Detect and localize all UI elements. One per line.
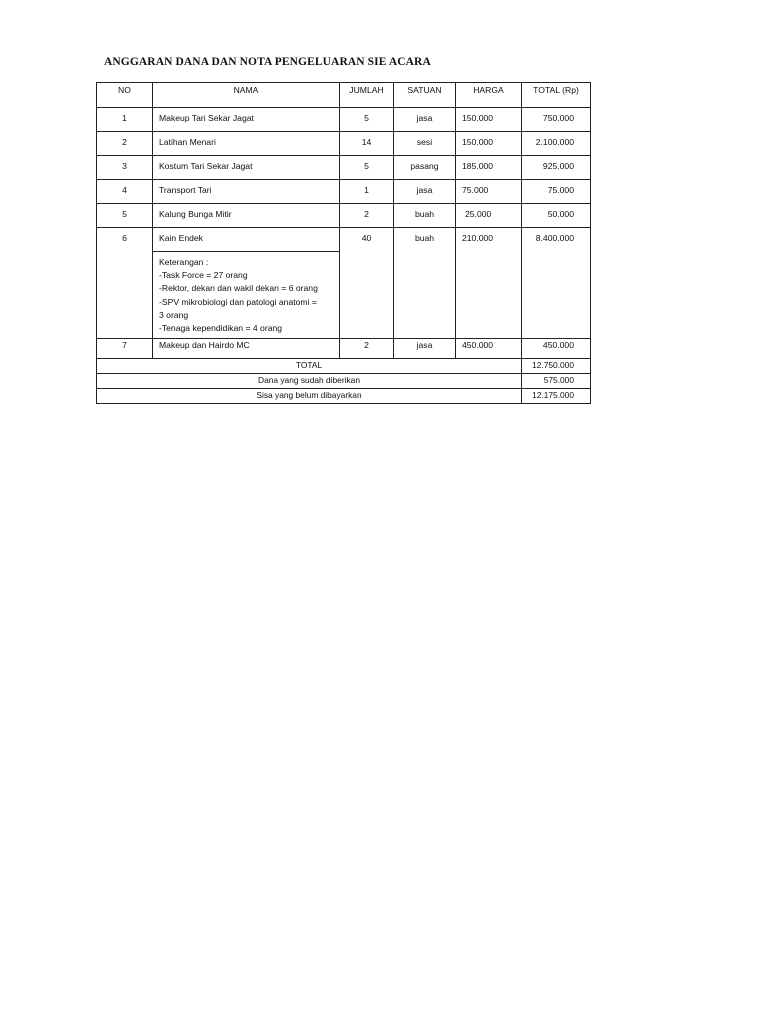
cell-no: 1	[97, 108, 153, 132]
cell-nama: Kostum Tari Sekar Jagat	[153, 156, 340, 180]
cell-jumlah: 40	[340, 228, 394, 339]
cell-no: 5	[97, 204, 153, 228]
budget-table	[96, 82, 591, 404]
table-header-row	[97, 83, 591, 108]
note-line: -SPV mikrobiologi dan patologi anatomi =	[159, 296, 317, 307]
cell-harga: 450.000	[456, 339, 522, 359]
header-harga: HARGA	[456, 83, 522, 108]
page-title: ANGGARAN DANA DAN NOTA PENGELUARAN SIE ACARA	[104, 56, 431, 68]
cell-satuan: pasang	[394, 156, 456, 180]
keterangan-note	[153, 252, 340, 339]
cell-nama: Makeup Tari Sekar Jagat	[153, 108, 340, 132]
cell-satuan: jasa	[394, 180, 456, 204]
table-row	[97, 204, 591, 228]
cell-jumlah: 2	[340, 339, 394, 359]
cell-total: 750.000	[522, 108, 591, 132]
cell-no: 6	[97, 228, 153, 339]
remaining-value: 12.175.000	[522, 389, 591, 404]
cell-jumlah: 1	[340, 180, 394, 204]
cell-total: 2.100.000	[522, 132, 591, 156]
note-line: -Rektor, dekan dan wakil dekan = 6 orang	[159, 283, 318, 294]
table-row	[97, 339, 591, 359]
cell-no: 2	[97, 132, 153, 156]
cell-harga: 185.000	[456, 156, 522, 180]
cell-harga: 210.000	[456, 228, 522, 339]
cell-satuan: buah	[394, 204, 456, 228]
cell-no: 3	[97, 156, 153, 180]
header-jumlah: JUMLAH	[340, 83, 394, 108]
cell-nama: Kain Endek	[153, 228, 340, 252]
cell-satuan: buah	[394, 228, 456, 339]
cell-jumlah: 2	[340, 204, 394, 228]
table-row	[97, 108, 591, 132]
note-line: -Tenaga kependidikan = 4 orang	[159, 323, 283, 334]
cell-nama: Makeup dan Hairdo MC	[153, 339, 340, 359]
remaining-label: Sisa yang belum dibayarkan	[97, 389, 522, 404]
cell-no: 4	[97, 180, 153, 204]
note-line: -Task Force = 27 orang	[159, 270, 248, 281]
header-no: NO	[97, 83, 153, 108]
cell-satuan: sesi	[394, 132, 456, 156]
cell-total: 8.400.000	[522, 228, 591, 339]
total-value: 12.750.000	[522, 359, 591, 374]
cell-total: 450.000	[522, 339, 591, 359]
cell-harga: 150.000	[456, 132, 522, 156]
note-line: 3 orang	[159, 309, 189, 320]
cell-nama: Latihan Menari	[153, 132, 340, 156]
cell-jumlah: 14	[340, 132, 394, 156]
given-value: 575.000	[522, 374, 591, 389]
cell-jumlah: 5	[340, 108, 394, 132]
given-row	[97, 374, 591, 389]
cell-total: 50.000	[522, 204, 591, 228]
cell-harga: 150.000	[456, 108, 522, 132]
note-label: Keterangan :	[159, 257, 209, 267]
cell-harga: 25.000	[456, 204, 522, 228]
cell-no: 7	[97, 339, 153, 359]
cell-harga: 75.000	[456, 180, 522, 204]
table-row	[97, 228, 591, 252]
total-label: TOTAL	[97, 359, 522, 374]
header-satuan: SATUAN	[394, 83, 456, 108]
cell-nama: Kalung Bunga Mitir	[153, 204, 340, 228]
cell-satuan: jasa	[394, 108, 456, 132]
cell-total: 75.000	[522, 180, 591, 204]
cell-nama: Transport Tari	[153, 180, 340, 204]
remaining-row	[97, 389, 591, 404]
given-label: Dana yang sudah diberikan	[97, 374, 522, 389]
total-row	[97, 359, 591, 374]
header-total: TOTAL (Rp)	[522, 83, 591, 108]
table-row	[97, 156, 591, 180]
table-row	[97, 180, 591, 204]
table-row	[97, 132, 591, 156]
cell-satuan: jasa	[394, 339, 456, 359]
cell-total: 925.000	[522, 156, 591, 180]
header-nama: NAMA	[153, 83, 340, 108]
cell-jumlah: 5	[340, 156, 394, 180]
